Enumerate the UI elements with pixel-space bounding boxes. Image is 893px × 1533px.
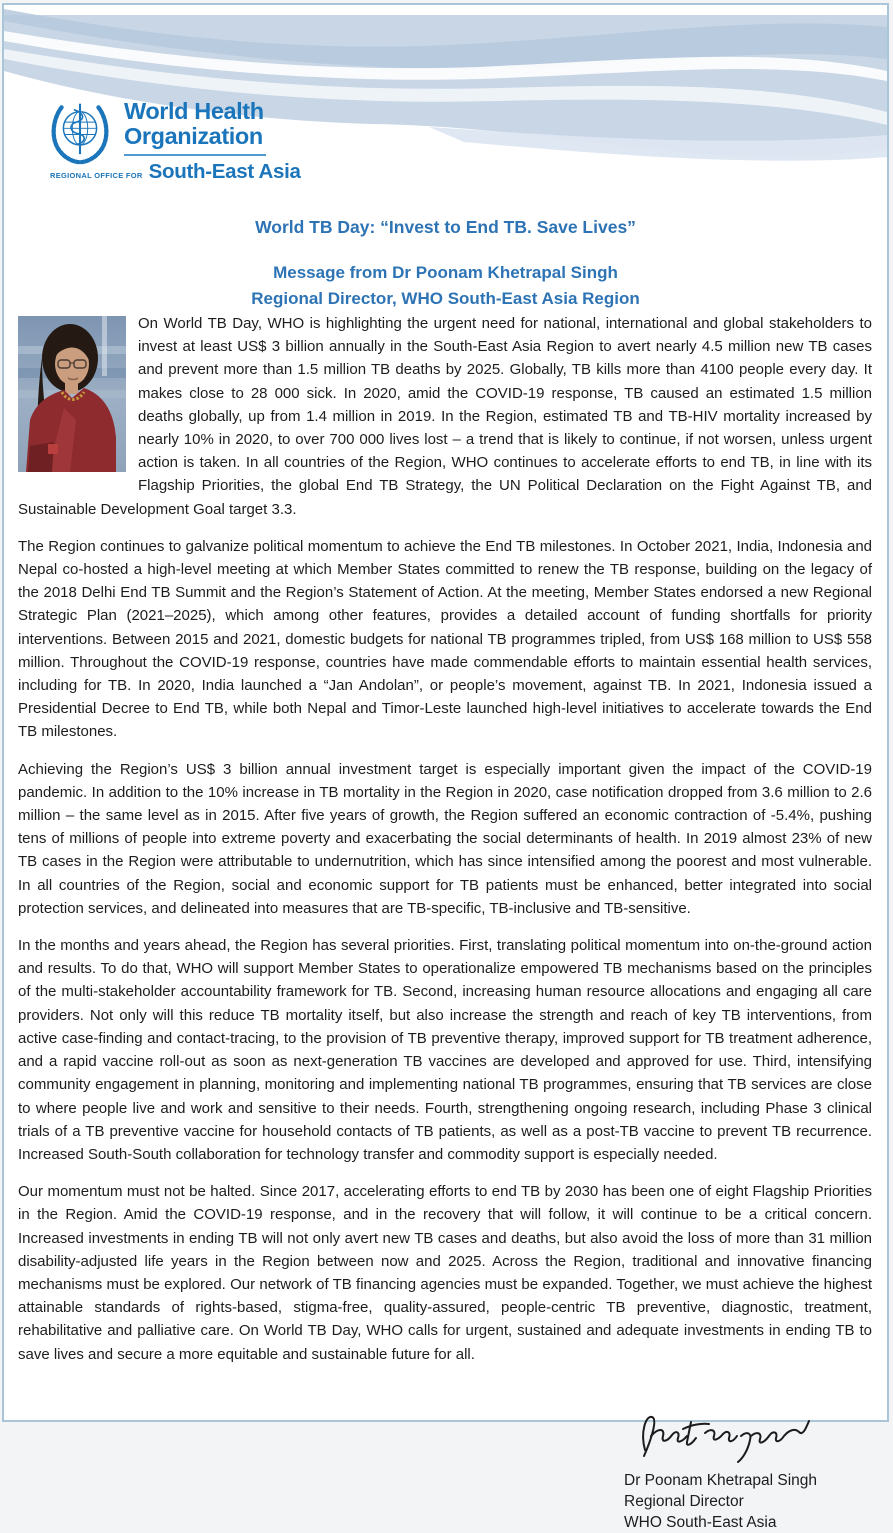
message-body [4, 312, 887, 1531]
intro-paragraph [18, 312, 872, 521]
who-logo-line2: Organization [124, 123, 263, 149]
paragraph: The Region continues to galvanize political momentum to achieve the End TB milestones. In October 2021, India, Indonesia and Nepal co-hosted a high-level meeting at which Member States committed to renew the TB response, building on the legacy of the 2018 Delhi End TB Summit and the Region’s Statement of Action. At the meeting, Member States endorsed a new Regional Strategic Plan (2021–2025), which among other features, provides a detailed account of funding shortfalls for priority interventions. Between 2015 and 2021, domestic budgets for national TB programmes tripled, from US$ 168 million to US$ 558 million. Throughout the COVID-19 response, countries have made commendable efforts to maintain essential health services, including for TB. In 2020, India launched a “Jan Andolan”, or people’s movement, against TB. In 2021, Indonesia issued a Presidential Decree to End TB, while both Nepal and Timor-Leste launched high-level initiatives to accelerate towards the End TB milestones. [18, 537, 872, 741]
regional-office-name: South-East Asia [148, 160, 301, 183]
signatory-name: Dr Poonam Khetrapal Singh [624, 1471, 818, 1489]
letterhead-header [4, 5, 887, 203]
signatory-title: Regional Director [624, 1492, 744, 1510]
subtitle-line-2: Regional Director, WHO South-East Asia Region [251, 289, 640, 308]
paragraph: In the months and years ahead, the Region has several priorities. First, translating political momentum into on-the-ground action and results. To do that, WHO will support Member States to operationalize empowered TB mechanisms based on the principles of the multi-stakeholder accountability framework for TB. Second, increasing human resource allocations and engaging all care providers. Not only will this reduce TB mortality itself, but also increase the strength and reach of key TB interventions, from active case-finding and contact-tracing, to the provision of TB preventive therapy, improved support for TB treatment adherence, and a rapid vaccine roll-out as soon as next-generation TB vaccines are developed and approved for use. Third, intensifying community engagement in planning, monitoring and implementing national TB programmes, ensuring that TB services are close to where people live and work and sensitive to their needs. Fourth, strengthening ongoing research, including Phase 3 clinical trials of a TB preventive vaccine for household contacts of TB patients, as well as a post-TB vaccine to prevent TB recurrence. Increased South-South collaboration for technology transfer and commodity support is especially needed. [18, 937, 872, 1163]
who-logo-wordmark [124, 99, 264, 149]
document-page [2, 3, 889, 1531]
who-emblem-icon [48, 100, 112, 164]
paragraph-text: On World TB Day, WHO is highlighting the urgent need for national, international and global stakeholders to invest at least US$ 3 billion annually in the South-East Asia Region to avert nearly 4.5 million new TB cases and prevent more than 1.5 million TB deaths by 2025. Globally, TB kills more than 4100 people every day. It makes close to 28 000 sick. In 2020, amid the COVID-19 response, TB caused an estimated 1.5 million deaths globally, up from 1.4 million in 2019. In the Region, estimated TB and TB-HIV mortality increased by nearly 10% in 2020, to over 700 000 lives lost – a trend that is likely to continue, if not worsen, unless urgent action is taken. In all countries of the Region, WHO continues to accelerate efforts to end TB, in line with its Flagship Priorities, the global End TB Strategy, the UN Political Declaration on the Fight Against TB, and Sustainable Development Goal target 3.3. [18, 315, 872, 518]
regional-office-label [50, 160, 301, 184]
page-title: World TB Day: “Invest to End TB. Save Lives” [255, 217, 636, 237]
paragraph: Achieving the Region’s US$ 3 billion annual investment target is especially important given the impact of the COVID-19 pandemic. In addition to the 10% increase in TB mortality in the Region in 2020, case notification dropped from 3.6 million to 2.6 million – the same level as in 2015. After five years of growth, the Region suffered an economic contraction of -5.4%, pushing tens of millions of people into extreme poverty and exacerbating the social determinants of health. In 2019 almost 23% of new TB cases in the Region were attributable to undernutrition, which has since intensified among the poorest and most vulnerable. In all countries of the Region, social and economic support for TB patients must be enhanced, better integrated into social protection services, and delineated into measures that are TB-specific, TB-inclusive and TB-sensitive. [18, 760, 872, 917]
regional-office-prefix: REGIONAL OFFICE FOR [50, 171, 143, 180]
signatory-org: WHO South-East Asia [624, 1513, 777, 1531]
signature-image [623, 1406, 813, 1464]
title-block [4, 217, 887, 312]
who-logo-line1: World Health [124, 98, 264, 124]
portrait-photo [18, 316, 126, 472]
page-subtitle [4, 260, 887, 312]
portrait-illustration [18, 316, 126, 472]
subtitle-line-1: Message from Dr Poonam Khetrapal Singh [273, 263, 618, 282]
paragraph: Our momentum must not be halted. Since 2017, accelerating efforts to end TB by 2030 has been one of eight Flagship Priorities in the Region. Amid the COVID-19 response, and in the recovery that will follow, it will continue to be a critical concern. Increased investments in ending TB will not only avert new TB cases and deaths, but also avoid the loss of more than 31 million disability-adjusted life years in the Region between now and 2025. Across the Region, traditional and innovative financing mechanisms must be explored. Our network of TB financing agencies must be expanded. Together, we must achieve the highest attainable standards of rights-based, stigma-free, quality-assured, people-centric TB preventive, diagnostic, treatment, rehabilitative and palliative care. On World TB Day, WHO calls for urgent, sustained and adequate investments in ending TB to save lives and secure a more equitable and sustainable future for all. [18, 1183, 872, 1363]
who-logo [48, 98, 308, 193]
signature-block [612, 1406, 824, 1533]
signatory-details [612, 1470, 824, 1533]
logo-divider [124, 154, 266, 156]
